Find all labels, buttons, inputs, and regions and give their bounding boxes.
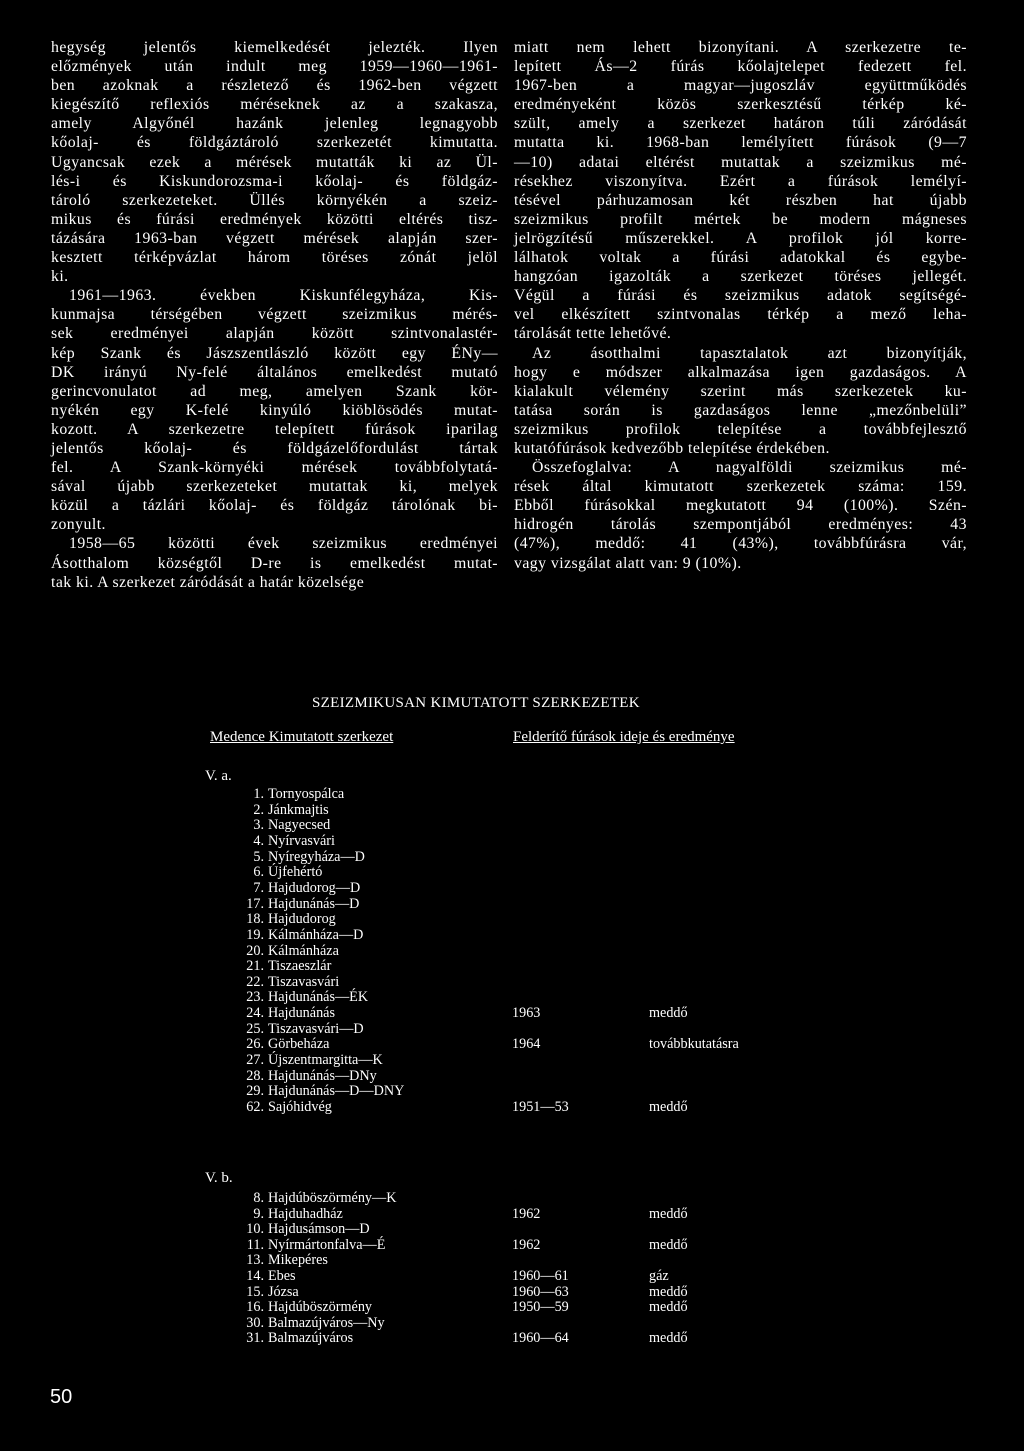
- text-line: jelentős kőolaj- és földgázelőfordulást tártak: [51, 439, 498, 457]
- row-number: 27.: [246, 1052, 264, 1068]
- text-line: Összefoglalva: A nagyalföldi szeizmikus mé-: [532, 459, 967, 477]
- row-number: 20.: [246, 943, 264, 959]
- drilling-year: 1950—59: [512, 1299, 569, 1315]
- structure-name: Újszentmargitta—K: [268, 1052, 383, 1068]
- text-line: fel. A Szank-környéki mérések továbbfolytatá-: [51, 459, 498, 477]
- table-row: [200, 1252, 820, 1269]
- text-line: jelrögzítésű műszerekkel. A profilok jól korre-: [514, 229, 967, 247]
- structure-name: Jánkmajtis: [268, 802, 329, 818]
- drilling-result: meddő: [649, 1237, 688, 1253]
- drilling-result: meddő: [649, 1330, 688, 1346]
- row-number: 21.: [246, 958, 264, 974]
- text-line: nyékén egy K-felé kinyúló kiöblösödés mutat-: [51, 401, 498, 419]
- text-line: kép Szank és Jászszentlászló között egy ÉNy—: [51, 344, 498, 362]
- row-number: 7.: [253, 880, 264, 896]
- structure-name: Józsa: [268, 1284, 299, 1300]
- row-number: 23.: [246, 989, 264, 1005]
- drilling-result: meddő: [649, 1099, 688, 1115]
- row-number: 30.: [246, 1315, 264, 1331]
- text-line: sek eredményei alapján között szintvonalastér-: [51, 325, 498, 343]
- text-line: lepített Ás—2 fúrás kőolajtelepet fedezett fel.: [514, 58, 967, 76]
- row-number: 28.: [246, 1068, 264, 1084]
- text-line: szeizmikus profilok telepítése a továbbfejlesztő: [514, 420, 967, 438]
- text-line: tároló szerkezeteket. Üllés környékén a szeiz-: [51, 191, 498, 209]
- table-row: [200, 817, 820, 834]
- text-line: vagy vizsgálat alatt van: 9 (10%).: [514, 554, 742, 572]
- text-line: mikus és fúrási eredmények közötti eltérés tisz-: [51, 210, 498, 228]
- table-row: [200, 1099, 820, 1116]
- drilling-year: 1960—61: [512, 1268, 569, 1284]
- text-line: gerincvonulatot ad meg, amelyen Szank kör-: [51, 382, 498, 400]
- structure-name: Hajduhadház: [268, 1206, 343, 1222]
- text-line: tésével párhuzamosan két részben hat újabb: [514, 191, 967, 209]
- drilling-result: meddő: [649, 1284, 688, 1300]
- table-row: [200, 1221, 820, 1238]
- text-line: Az ásotthalmi tapasztalatok azt bizonyítják,: [532, 344, 967, 362]
- left-text-column: [51, 38, 498, 592]
- table-header-left: Medence Kimutatott szerkezet: [210, 729, 394, 745]
- text-line: hangzóan igazolták a szerkezet töréses jellegét.: [514, 268, 967, 286]
- row-number: 4.: [253, 833, 264, 849]
- drilling-year: 1960—63: [512, 1284, 569, 1300]
- table-row: [200, 911, 820, 928]
- structure-name: Hajdudorog: [268, 911, 336, 927]
- row-number: 1.: [253, 786, 264, 802]
- row-number: 29.: [246, 1083, 264, 1099]
- text-line: eredményeként közös szerkesztésű térkép ké-: [514, 96, 967, 114]
- structure-name: Hajdunánás—DNy: [268, 1068, 377, 1084]
- text-line: 1961—1963. években Kiskunfélegyháza, Kis-: [69, 287, 498, 305]
- text-line: Ásotthalom községtől D-re is emelkedést mutat-: [51, 554, 498, 572]
- drilling-result: továbbkutatásra: [649, 1036, 739, 1052]
- table-header-right: Felderítő fúrások ideje és eredménye: [513, 729, 735, 745]
- table-row: [200, 1036, 820, 1053]
- row-number: 16.: [246, 1299, 264, 1315]
- row-number: 13.: [246, 1252, 264, 1268]
- text-line: ben azoknak a részletező és 1962-ben végzett: [51, 77, 498, 95]
- table-row: [200, 880, 820, 897]
- text-line: (47%), meddő: 41 (43%), továbbfúrásra vár,: [514, 535, 967, 553]
- structure-name: Hajdusámson—D: [268, 1221, 370, 1237]
- table-row: [200, 1268, 820, 1285]
- drilling-year: 1963: [512, 1005, 541, 1021]
- table-row: [200, 927, 820, 944]
- text-line: lés-i és Kiskundorozsma-i kőolaj- és földgáz-: [51, 172, 498, 190]
- text-line: vel elkészített szintvonalas térkép a mező leha-: [514, 306, 967, 324]
- basin-label: V. b.: [205, 1170, 233, 1186]
- row-number: 8.: [253, 1190, 264, 1206]
- table-row: [200, 1083, 820, 1100]
- row-number: 19.: [246, 927, 264, 943]
- row-number: 6.: [253, 864, 264, 880]
- text-line: Ugyancsak ezek a mérések mutatták ki az Ül-: [51, 153, 498, 171]
- table-row: [200, 1330, 820, 1347]
- drilling-year: 1951—53: [512, 1099, 569, 1115]
- text-line: 1967-ben a magyar—jugoszláv együttműködés: [514, 77, 967, 95]
- row-number: 18.: [246, 911, 264, 927]
- text-line: kozott. A szerkezetre telepített fúrások iparilag: [51, 420, 498, 438]
- basin-label: V. a.: [205, 768, 232, 784]
- text-line: tatása során is gazdaságos lenne „mezőnbelüli”: [514, 401, 967, 419]
- text-line: résekhez viszonyítva. Ezért a fúrások lemélyí-: [514, 172, 967, 190]
- table-row: [200, 1190, 820, 1207]
- structure-name: Nyíregyháza—D: [268, 849, 365, 865]
- structure-name: Tiszaeszlár: [268, 958, 332, 974]
- drilling-year: 1962: [512, 1237, 541, 1253]
- row-number: 15.: [246, 1284, 264, 1300]
- text-line: kutatófúrások kedvezőbb telepítése érdekében.: [514, 439, 830, 457]
- row-number: 10.: [246, 1221, 264, 1237]
- row-number: 17.: [246, 896, 264, 912]
- text-line: sával újabb szerkezeteket mutattak ki, melyek: [51, 478, 498, 496]
- table-row: [200, 958, 820, 975]
- text-line: —10) adatai eltérést mutattak a szeizmikus mé-: [514, 153, 967, 171]
- text-line: hogy e módszer alkalmazása igen gazdaságos. A: [514, 363, 967, 381]
- structure-name: Ebes: [268, 1268, 296, 1284]
- text-line: zonyult.: [51, 516, 106, 534]
- text-line: miatt nem lehett bizonyítani. A szerkezetre te-: [514, 39, 967, 56]
- text-line: szeizmikus profilt mértek be modern mágneses: [514, 210, 967, 228]
- structure-name: Tornyospálca: [268, 786, 345, 802]
- row-number: 22.: [246, 974, 264, 990]
- text-line: közül a tázlári kőolaj- és földgáz tárolónak bi-: [51, 497, 498, 515]
- text-line: amely Algyőnél hazánk jelenleg legnagyobb: [51, 115, 498, 133]
- structure-name: Hajdunánás: [268, 1005, 335, 1021]
- row-number: 9.: [253, 1206, 264, 1222]
- table-row: [200, 833, 820, 850]
- table-title: SZEIZMIKUSAN KIMUTATOTT SZERKEZETEK: [312, 695, 640, 711]
- row-number: 3.: [253, 817, 264, 833]
- structure-name: Balmazújváros: [268, 1330, 354, 1346]
- table-row: [200, 1005, 820, 1022]
- row-number: 26.: [246, 1036, 264, 1052]
- text-line: hidrogén tárolás szempontjából eredményes: 43: [514, 516, 967, 534]
- text-line: hegység jelentős kiemelkedését jelezték. Ilyen: [51, 39, 498, 56]
- drilling-result: meddő: [649, 1005, 688, 1021]
- row-number: 5.: [253, 849, 264, 865]
- table-row: [200, 1052, 820, 1069]
- text-line: tak ki. A szerkezet záródását a határ közelsége: [51, 573, 365, 591]
- text-line: ki.: [51, 268, 69, 286]
- text-line: mutatta ki. 1968-ban lemélyített fúrások (9—7: [514, 134, 967, 152]
- table-row: [200, 864, 820, 881]
- row-number: 25.: [246, 1021, 264, 1037]
- row-number: 31.: [246, 1330, 264, 1346]
- text-line: Végül a fúrási és szeizmikus adatok segítségé-: [514, 287, 967, 305]
- drilling-result: gáz: [649, 1268, 669, 1284]
- structure-name: Hajdunánás—D—DNY: [268, 1083, 405, 1099]
- structure-name: Újfehértó: [268, 864, 323, 880]
- table-row: [200, 1299, 820, 1316]
- text-line: DK irányú Ny-felé általános emelkedést mutató: [51, 363, 498, 381]
- structure-name: Tiszavasvári—D: [268, 1021, 364, 1037]
- drilling-year: 1962: [512, 1206, 541, 1222]
- text-line: kőolaj- és földgáztároló szerkezetét kimutatta.: [51, 134, 498, 152]
- text-line: 1958—65 közötti évek szeizmikus eredményei: [69, 535, 498, 553]
- text-line: tázására 1963-ban végzett mérések alapján szer-: [51, 229, 498, 247]
- drilling-year: 1964: [512, 1036, 541, 1052]
- structure-name: Mikepéres: [268, 1252, 328, 1268]
- text-line: szült, amely a szerkezet határon túli záródását: [514, 115, 967, 133]
- structure-name: Hajdunánás—ÉK: [268, 989, 369, 1005]
- page-number: 50: [50, 1386, 73, 1408]
- drilling-result: meddő: [649, 1206, 688, 1222]
- text-line: kesztett térképvázlat három töréses zónát jelöl: [51, 249, 498, 267]
- structure-name: Balmazújváros—Ny: [268, 1315, 385, 1331]
- text-line: kunmajsa térségében végzett szeizmikus mérés-: [51, 306, 498, 324]
- drilling-result: meddő: [649, 1299, 688, 1315]
- row-number: 2.: [253, 802, 264, 818]
- structure-name: Hajdúböszörmény: [268, 1299, 373, 1315]
- structure-name: Kálmánháza: [268, 943, 339, 959]
- structure-name: Hajdudorog—D: [268, 880, 361, 896]
- text-line: kiegészítő reflexiós méréseknek az a szakasza,: [51, 96, 498, 114]
- row-number: 62.: [246, 1099, 264, 1115]
- drilling-year: 1960—64: [512, 1330, 569, 1346]
- table-row: [200, 989, 820, 1006]
- structure-name: Görbeháza: [268, 1036, 330, 1052]
- structure-name: Hajdunánás—D: [268, 896, 360, 912]
- structure-name: Sajóhidvég: [268, 1099, 332, 1115]
- text-line: Ebből fúrásokkal megkutatott 94 (100%). Szén-: [514, 497, 967, 515]
- text-line: előzmények után indult meg 1959—1960—1961-: [51, 58, 498, 76]
- structure-name: Nyírvasvári: [268, 833, 335, 849]
- structure-name: Kálmánháza—D: [268, 927, 364, 943]
- text-line: rések által kimutatott szerkezetek száma: 159.: [514, 478, 967, 496]
- right-text-column: [514, 38, 967, 573]
- text-line: kialakult vélemény szerint más szerkezetek ku-: [514, 382, 967, 400]
- row-number: 11.: [246, 1237, 264, 1253]
- row-number: 14.: [246, 1268, 264, 1284]
- text-line: tárolását tette lehetővé.: [514, 325, 672, 343]
- text-line: lálhatok voltak a fúrási adatokkal és egybe-: [514, 249, 967, 267]
- structure-name: Hajdúböszörmény—K: [268, 1190, 397, 1206]
- row-number: 24.: [246, 1005, 264, 1021]
- structure-name: Nyírmártonfalva—É: [268, 1237, 386, 1253]
- structure-name: Tiszavasvári: [268, 974, 340, 990]
- table-row: [200, 786, 820, 803]
- structure-name: Nagyecsed: [268, 817, 331, 833]
